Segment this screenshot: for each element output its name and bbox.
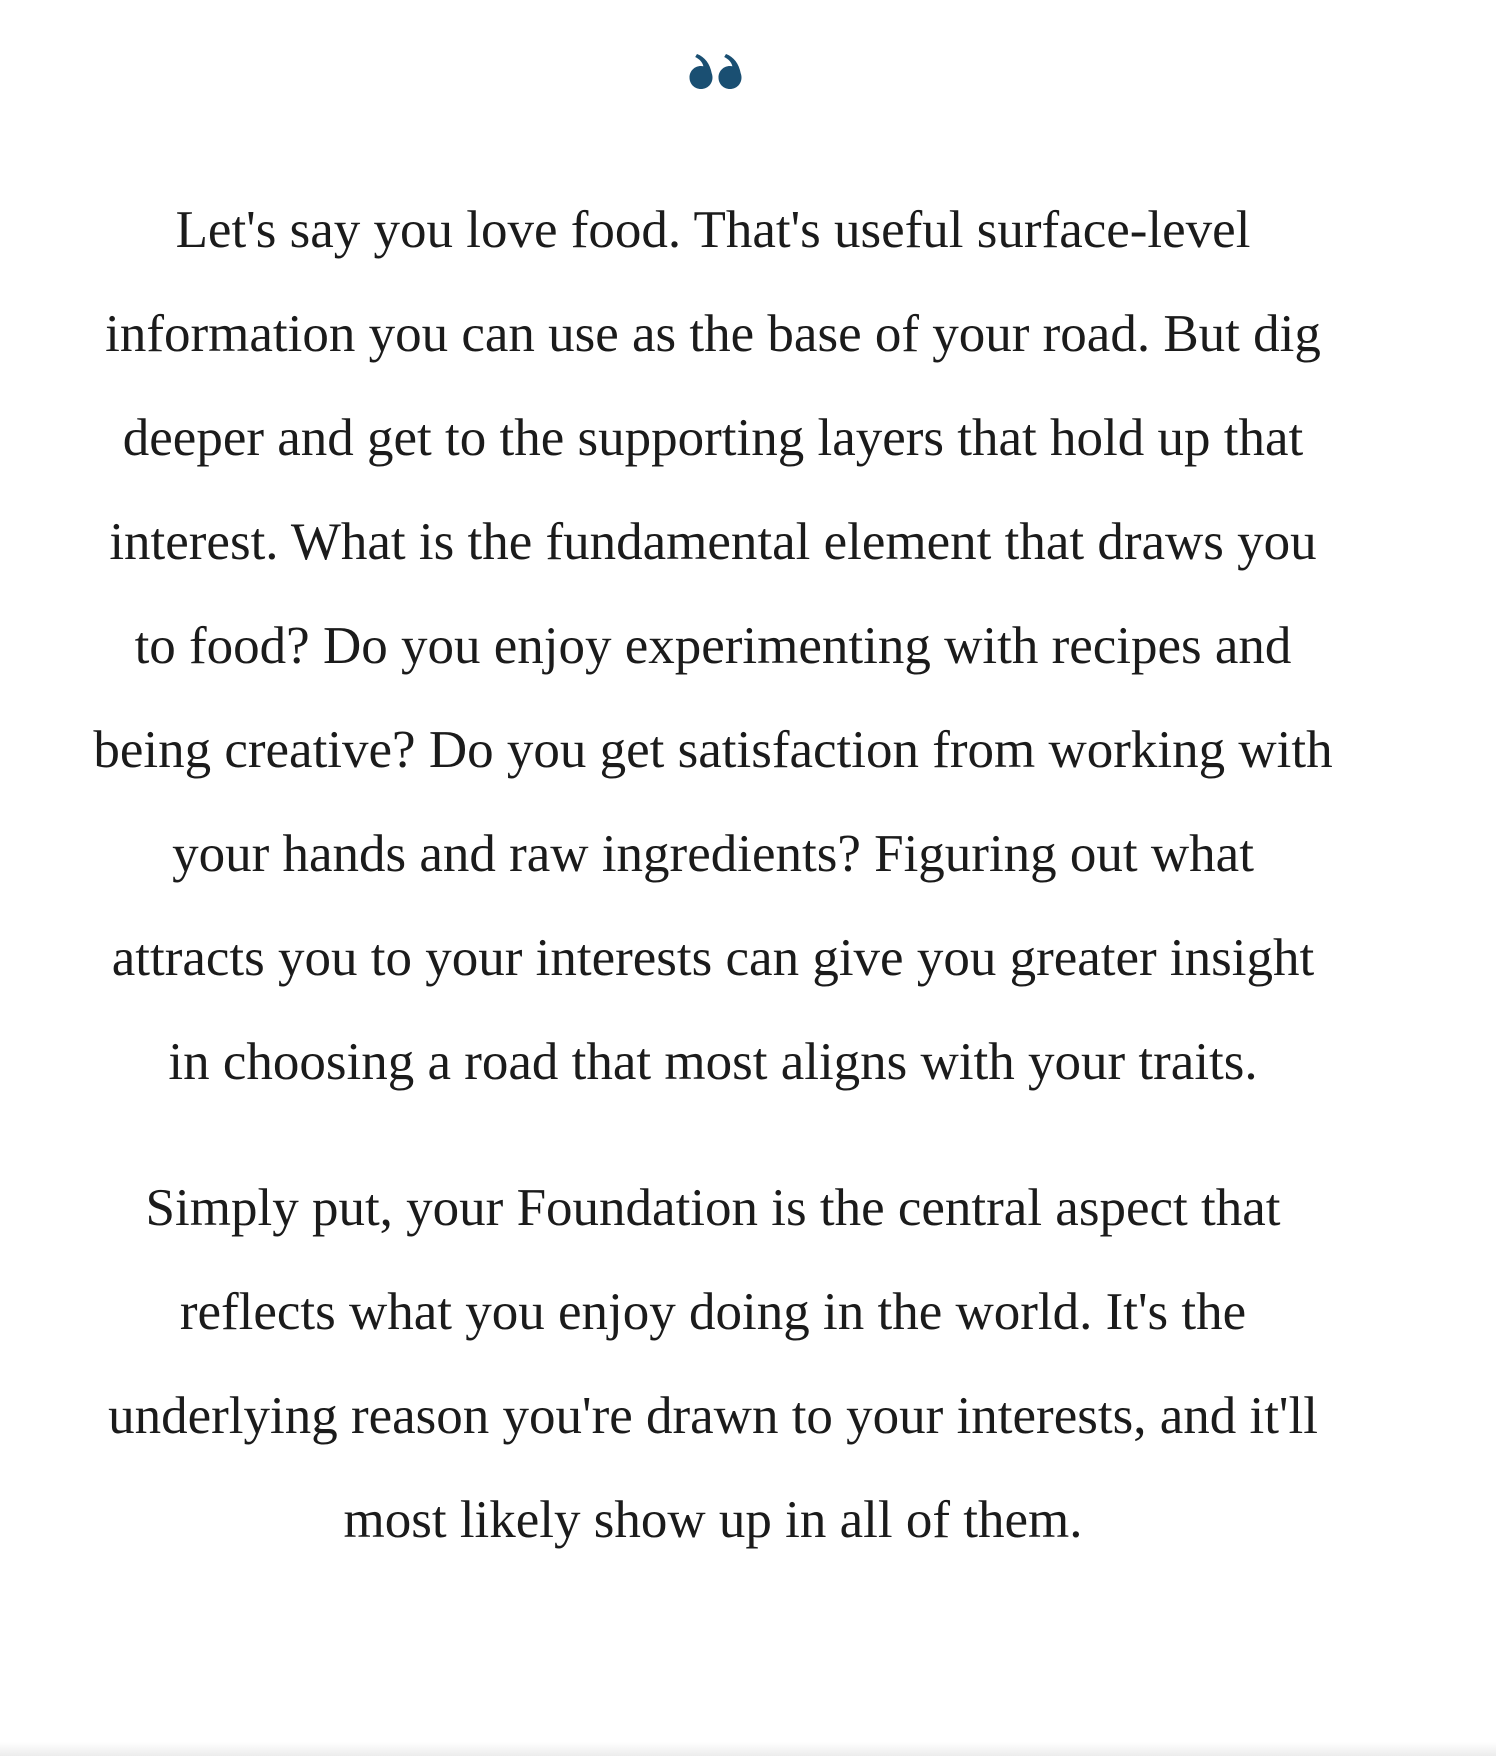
quotation-mark-icon [688, 30, 744, 104]
quote-paragraph-2: Simply put, your Foundation is the central aspect that reflects what you enjoy doing in the world. It's the underlying reason you're drawn to your interests, and it'll most likely show up in all of them. [108, 1179, 1318, 1549]
quote-paragraph-1: Let's say you love food. That's useful surface-level information you can use as the base of your road. But dig deeper and get to the supporting layers that hold up that interest. What is the fundamental element that draws you to food? Do you enjoy experimenting with recipes and being creative? Do you get satisfaction from working with your hands and raw ingredients? Figuring out what attracts you to your interests can give you greater insight in choosing a road that most aligns with your traits. [93, 201, 1333, 1091]
bottom-edge-shadow [0, 1742, 1496, 1756]
quote-text [92, 178, 1334, 1572]
